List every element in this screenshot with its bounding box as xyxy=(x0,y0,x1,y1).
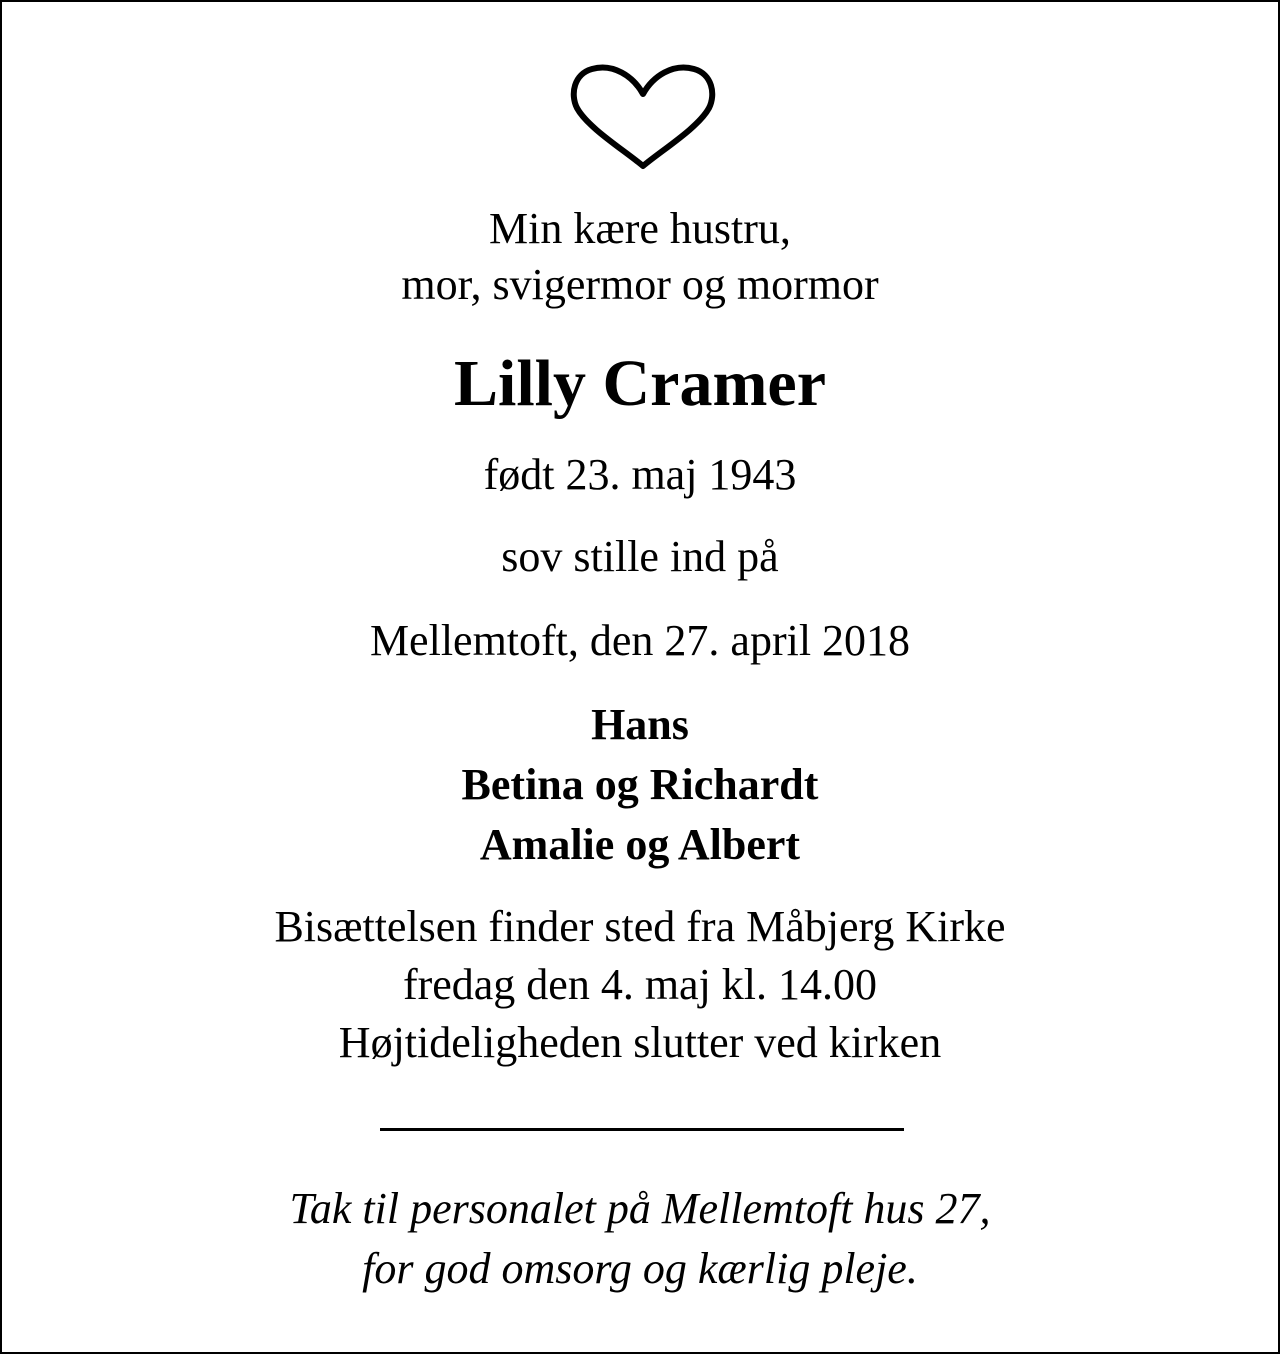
funeral-line: Højtideligheden slutter ved kirken xyxy=(338,1018,942,1067)
divider xyxy=(380,1128,904,1131)
place-and-date: Mellemtoft, den 27. april 2018 xyxy=(369,616,911,665)
family-member: Hans xyxy=(591,700,689,749)
family-member: Amalie og Albert xyxy=(479,820,801,869)
intro-line-1: Min kære hustru, xyxy=(489,204,791,253)
funeral-line: Bisættelsen finder sted fra Måbjerg Kirke xyxy=(274,902,1006,951)
intro-line-2: mor, svigermor og mormor xyxy=(401,260,879,309)
heart-icon xyxy=(568,62,718,174)
deceased-name: Lilly Cramer xyxy=(453,347,827,420)
funeral-line: fredag den 4. maj kl. 14.00 xyxy=(402,960,878,1009)
thanks-line: Tak til personalet på Mellemtoft hus 27, xyxy=(289,1184,991,1233)
family-member: Betina og Richardt xyxy=(461,760,819,809)
birth-date: født 23. maj 1943 xyxy=(483,450,797,499)
passed-text: sov stille ind på xyxy=(501,532,779,581)
thanks-line: for god omsorg og kærlig pleje. xyxy=(362,1244,918,1293)
